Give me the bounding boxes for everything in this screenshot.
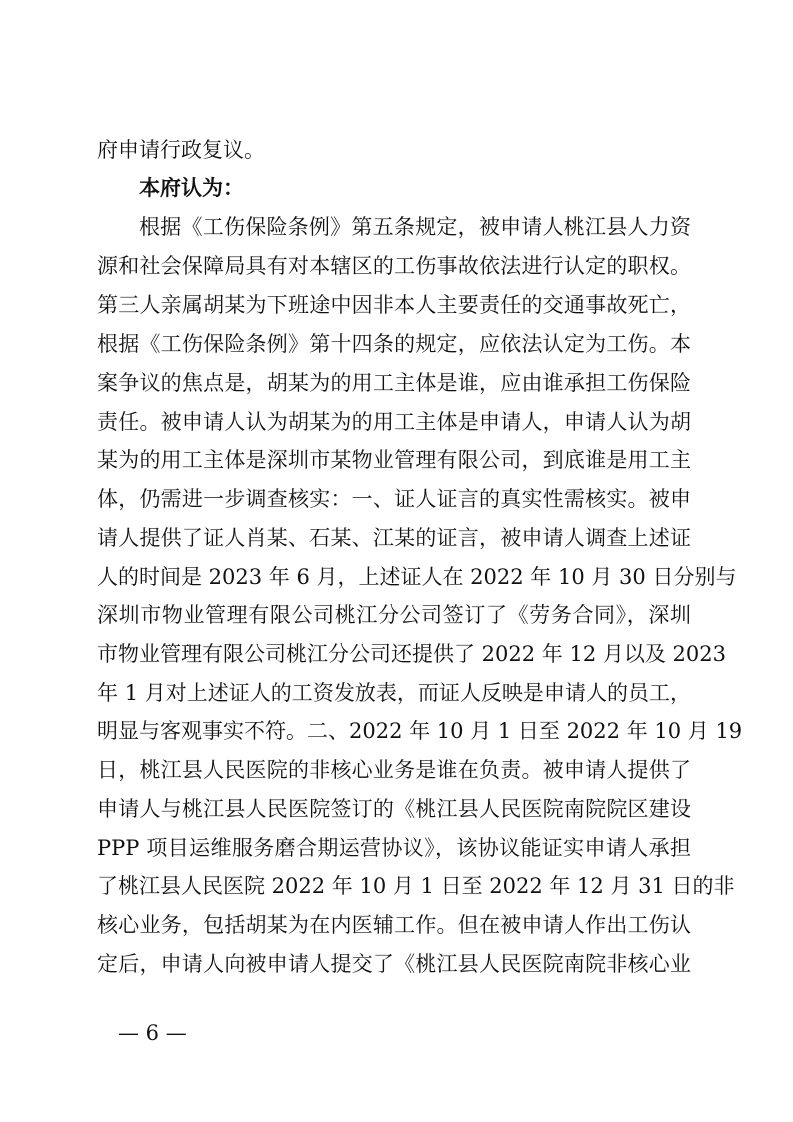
text-line: 年 1 月对上述证人的工资发放表，而证人反映是申请人的员工，	[97, 681, 691, 705]
text-line: 了桃江县人民医院 2022 年 10 月 1 日至 2022 年 12 月 31 日的非	[97, 874, 735, 898]
text-line: 案争议的焦点是，胡某为的用工主体是谁，应由谁承担工伤保险	[97, 371, 691, 395]
page-number: — 6 —	[118, 1021, 187, 1045]
text-line: 日，桃江县人民医院的非核心业务是谁在负责。被申请人提供了	[97, 758, 691, 782]
text-line: 根据《工伤保险条例》第五条规定，被申请人桃江县人力资	[139, 215, 691, 239]
text-line: PPP 项目运维服务磨合期运营协议》，该协议能证实申请人承担	[97, 836, 691, 860]
text-line: 申请人与桃江县人民医院签订的《桃江县人民医院南院院区建设	[97, 797, 691, 821]
text-line: 人的时间是 2023 年 6 月，上述证人在 2022 年 10 月 30 日分别与	[97, 565, 737, 589]
text-line: 源和社会保障局具有对本辖区的工伤事故依法进行认定的职权。	[97, 254, 691, 278]
text-line: 核心业务，包括胡某为在内医辅工作。但在被申请人作出工伤认	[97, 913, 691, 937]
section-heading: 本府认为：	[139, 176, 244, 200]
text-line: 深圳市物业管理有限公司桃江分公司签订了《劳务合同》，深圳	[97, 603, 691, 627]
text-line: 市物业管理有限公司桃江分公司还提供了 2022 年 12 月以及 2023	[97, 642, 726, 666]
text-line: 第三人亲属胡某为下班途中因非本人主要责任的交通事故死亡，	[97, 293, 691, 317]
text-line: 责任。被申请人认为胡某为的用工主体是申请人，申请人认为胡	[97, 410, 691, 434]
text-line: 定后，申请人向被申请人提交了《桃江县人民医院南院非核心业	[97, 952, 691, 976]
text-line: 府申请行政复议。	[97, 138, 265, 162]
text-line: 根据《工伤保险条例》第十四条的规定，应依法认定为工伤。本	[97, 332, 691, 356]
text-line: 体，仍需进一步调查核实：一、证人证言的真实性需核实。被申	[97, 487, 691, 511]
text-line: 明显与客观事实不符。二、2022 年 10 月 1 日至 2022 年 10 月 19	[97, 719, 743, 743]
text-line: 请人提供了证人肖某、石某、江某的证言，被申请人调查上述证	[97, 526, 691, 550]
text-line: 某为的用工主体是深圳市某物业管理有限公司，到底谁是用工主	[97, 448, 691, 472]
